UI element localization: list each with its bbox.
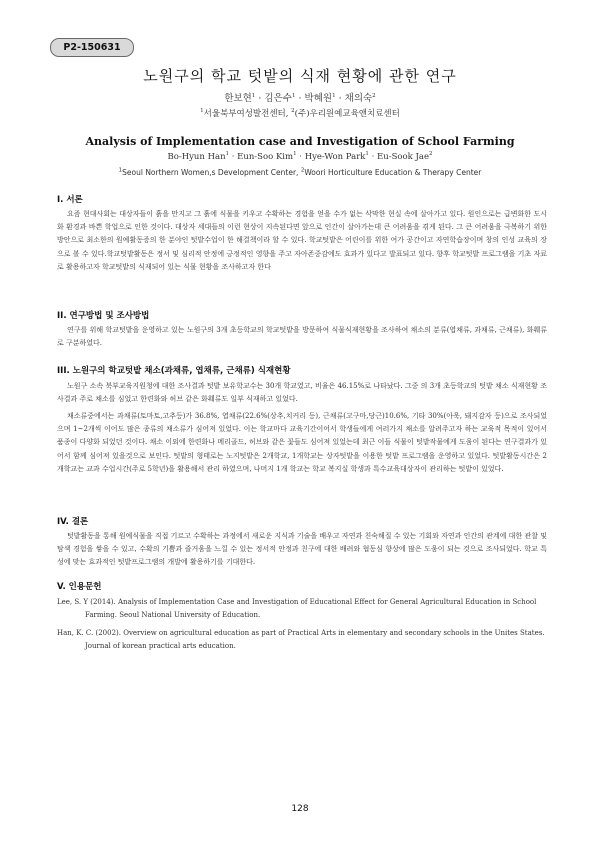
author-separator: · [258,93,265,104]
author-separator: · [231,152,238,162]
section-heading-results: III. 노원구의 학교텃밭 채소(과채류, 엽채류, 근채류) 식재현황 [57,366,291,376]
affil-mark: 2 [300,167,305,174]
paper-id-badge: P2-150631 [50,38,134,57]
korean-title: 노원구의 학교 텃밭의 식재 현황에 관한 연구 [143,67,457,85]
affiliation: Woori Horticulture Education & Therapy Center [304,168,482,177]
author-affil-mark: 1 [332,92,336,99]
section-heading-conclusion: IV. 결론 [57,517,89,527]
affil-mark: 1 [200,108,204,115]
author-name: Eun-Soo Kim [237,152,294,162]
author-affil-mark: 2 [429,151,433,158]
reference-entry: Lee, S. Y (2014). Analysis of Implementation Case and Investigation of Educational Effect for General Agricultural Education in School Farming. Seoul National University of Education. [57,598,537,620]
author-name: Hye-Won Park [304,152,366,162]
body-paragraph: 텃밭활동을 통해 원예식물을 직접 기르고 수확하는 과정에서 새로운 지식과 기술을 배우고 자연과 친숙해질 수 있는 기회와 자연과 인간의 관계에 대한 관찰 및 탐색 경험을 쌓을 수 있고, 수확의 기쁨과 즐거움을 느낄 수 있는 정서적 안정과 친구에 대한 배려와 협동심 향상에 많은 도움이 되는 것으로 조사되었다. 학교 특성에 맞는 효과적인 텃밭프로그램의 개발에 활용하기를 기대한다. [57,532,547,567]
author-affil-mark: 1 [365,151,369,158]
author-affil-mark: 2 [372,92,376,99]
english-author-line [0,152,600,162]
author-affil-mark: 1 [293,151,297,158]
page-number: 128 [291,804,309,814]
affil-mark: 1 [118,167,123,174]
author-name: 채의숙 [344,93,373,104]
body-paragraph: 요즘 현대사회는 대상자들이 흙을 만지고 그 흙에 식물을 키우고 수확하는 경험을 얻을 수가 없는 삭막한 현실 속에 살아가고 있다. 원인으로는 급변화한 도시화 환경과 바쁜 학업으로 인한 것이다. 대상자 세대들의 이런 현상이 지속된다면 앞으로 인간이 살아가는데 큰 어려움을 겪게 된다. 그 큰 어려움을 극복하기 위한 방안으로 최소한의 원예활동증의 한 분야인 텃밭수업이 한 해결책이라 할 수 있다. 학교텃밭은 어린이를 위한 여가 공간이고 자연학습장이며 창의 인성 교육의 장으로 볼 수 있다.학교텃밭활동은 정서 및 심리적 안정에 긍정적인 영향을 주고 자아존중감에도 효과가 있다고 발표되고 있다. 향후 학교텃밭 프로그램을 기초 자료로 활용하고자 학교텃밭의 식재되어 있는 식물 현황을 조사하고자 한다 [57,210,547,271]
author-name: 김은수 [264,93,292,104]
affiliation: 서울북부여성발전센터, [203,109,292,119]
section-heading-introduction: I. 서론 [57,195,83,205]
author-separator: · [299,152,305,162]
author-name: Bo-Hyun Han [167,152,226,162]
author-name: 한보현 [224,93,252,104]
affiliation: (주)우리원예교육앤치료센터 [294,109,400,119]
body-paragraph: 연구를 위해 학교텃밭을 운영하고 있는 노원구의 3개 초등학교의 학교텃밭을 방문하여 식물식재현황을 조사하여 채소의 분류(엽채류, 과채류, 근채류), 화훼류로 구분하였다. [57,326,547,348]
korean-author-line [0,90,600,104]
author-separator: · [298,93,305,104]
affiliation: Seoul Northern Women,s Development Center, [122,168,301,177]
author-name: 박혜원 [304,93,333,104]
author-affil-mark: 1 [225,151,230,158]
author-name: Eu-Sook Jae [377,152,429,162]
english-title: Analysis of Implementation case and Investigation of School Farming [85,135,515,148]
author-separator: · [371,152,378,162]
korean-affiliation-line [0,107,600,119]
section-heading-references: V. 인용문헌 [57,582,102,592]
affil-mark: 2 [291,108,295,115]
english-affiliation-line [0,168,600,177]
reference-entry: Han, K. C. (2002). Overview on agricultural education as part of Practical Arts in elementary and secondary schools in the Unites States. Journal of korean practical arts education. [57,629,545,651]
author-separator: · [338,93,345,104]
section-heading-methods: II. 연구방법 및 조사방법 [57,311,150,321]
author-affil-mark: 1 [251,92,256,99]
body-paragraph: 노원구 소속 북부교육지원청에 대한 조사결과 텃밭 보유학교수는 30개 학교였고, 비율은 46.15%로 나타났다. 그중 의 3개 초등학교의 텃밭 채소 식재현황 조사결과 주로 채소를 심었고 한련화와 허브 같은 화훼류도 일부 식재하고 있었다. [57,382,547,404]
author-affil-mark: 1 [291,92,296,99]
body-paragraph: 채소류중에서는 과채류(토마토,고추등)가 36.8%, 엽채류(22.6%(상추,치커리 등), 근채류(고구마,당근)10.6%, 기타 30%(아욱, 돼지감자 등)으로 조사되었으며 1~2개씩 이어도 많은 종류의 채소류가 심어져 있었다. 이는 학교마다 교육기간이어서 학생들에게 여러가지 채소를 알려주고자 하는 교육적 목적이 있어서 품종이 다양화 되었던 것이다. 채소 이외에 한련화나 메리골드, 허브와 같은 꽃들도 심어져 있었는데 최근 이들 식물이 텃밭작물에게 도움이 된다는 연구결과가 있어서 함께 심어져 있을것으로 보인다. 텃밭의 형태로는 노지텃밭은 2개학교, 1개학교는 상자텃밭을 이용한 텃밭 프로그램을 운영하고 있었다. 텃밭활동시간은 2개학교는 교과 수업시간(주로 5학년)을 활용해서 관리 하였으며, 나머지 1개 학교는 학교 복지실 학생과 특수교육대상자이 관리하는 텃밭이 있었다. [57,412,547,473]
